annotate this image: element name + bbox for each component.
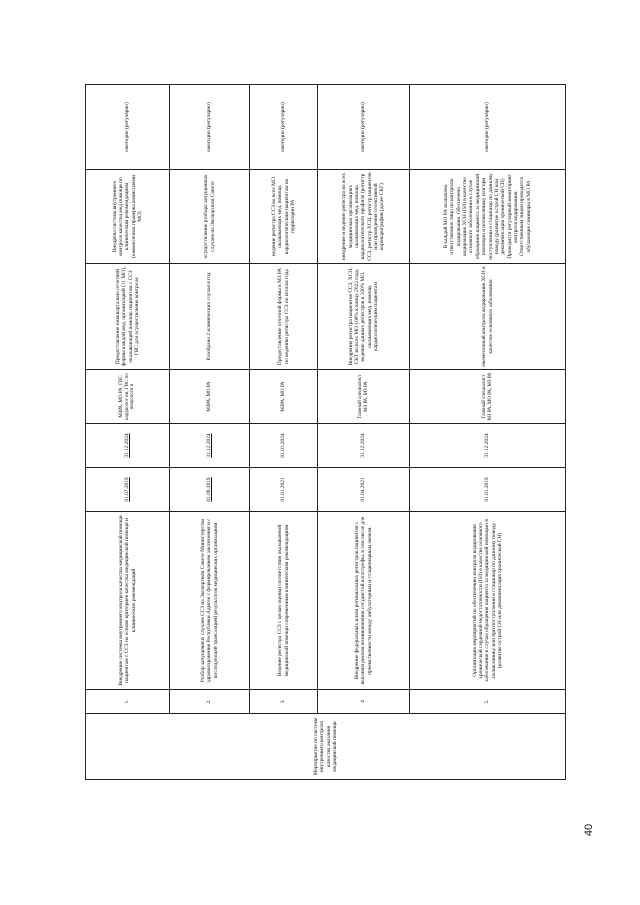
page-number: 40 (583, 823, 595, 837)
start-date: 01.09.2019 (170, 468, 250, 512)
end-date: 31.12.2024 (410, 424, 566, 468)
periodicity: ежегодно (регулярно) (318, 85, 410, 170)
row-number: 3. (250, 690, 318, 714)
end-date: 31.12.2024 (86, 424, 170, 468)
indicator: осуществление разбора запущенных случаев на Экспертном Совете (170, 170, 250, 264)
responsible: МЗРА, МО РА (170, 370, 250, 424)
action-name: Разбор запущенных случаев ССЗ на Экспертном Совете Министерства здравоохранения Республики Адыгея с формированием заключения и с последующей трансляцией результатов медицинских организациям (170, 512, 250, 690)
action-name: Организация мероприятий по обеспечению контроля кодирования хронической сердечной недостаточности (I50) в качестве основного заболевания в случае обращения пациента за медицинской помощью в поликлинику или при поступлении в стационар по данному поводу (развитие острой СН или декомпенсация хронической СН) (410, 512, 566, 690)
expected-result: Разобрано 2 клинических случая в год (170, 264, 250, 370)
action-name: Внедрение федеральных и/или региональных регистров пациентов с высоким риском возникновения сосудистой катастрофы, в том числе для преемственности между амбулаторным и стационарным звеном. (318, 512, 410, 690)
end-date: 01.01.2024 (250, 424, 318, 468)
periodicity: ежегодно (регулярно) (410, 85, 566, 170)
start-date: 01.01.2021 (250, 468, 318, 512)
indicator: В каждой МО РА назначено ответственное лицо по контролю кодирования. Обеспечено кодирование ХСН (I50) в качестве основного заболевания в случае обращения пациента за медицинской помощью в поликлинику или при поступлении в стационар по данному поводу (развитие острой СН или декомпенсация хронической СН) Проводится регулярный мониторинг контроля кодирования. Ответственным лицом проводятся обучающие семинары в МО РА (410, 170, 566, 264)
start-date: 01.07.2019 (86, 468, 170, 512)
periodicity: ежегодно (регулярно) (86, 85, 170, 170)
row-number: 2. (170, 690, 250, 714)
section-cell: Мероприятие по системе внутреннего контроля качества оказания медицинской помощи (86, 714, 566, 780)
table-row (86, 85, 170, 780)
row-number: 4 (318, 690, 410, 714)
expected-result: Внедрение регистра пациентов ССЗ, ХСН, СКТ во всех МО 100% к концу 2022 года, ведение данных регистров в 100% МО, оказывающих мед. помощь кардиологическим пациентам (318, 264, 410, 370)
indicator: внедрение и ведение регистра во всех медицинских организациях оказывающих мед. помощь кардиологического профиля (регистр ССЗ, регистр ХСН, регистр пациентов или проведения селективной коронарографии (далее СКГ) (318, 170, 410, 264)
end-date: 31.12.2024 (318, 424, 410, 468)
expected-result: Предоставление ежеквартально отчетной формы каждой мед. организацией (11 МО), оказывающей помощь пациентам с ССЗ ГВС для осуществление контроля (86, 264, 170, 370)
action-plan-table (85, 84, 566, 780)
table-row (250, 85, 318, 780)
end-date: 31.12.2024 (170, 424, 250, 468)
periodicity: ежегодно (регулярно) (250, 85, 318, 170)
row-number: 5. (410, 690, 566, 714)
expected-result: Предоставление отчетной формы в МЗ РА по ведению регистра ССЗ по итогам года (250, 264, 318, 370)
indicator: ведение регистра ССЗ во всех МО оказывающих мед. помощь кардиологическим пациентам на территории РА (250, 170, 318, 264)
row-number: 1. (86, 690, 170, 714)
indicator: Внедрена система внутреннего контроля качества мед помощи по клиническим рекомендациям (ежемесячная проверка комиссиями МО) (86, 170, 170, 264)
expected-result: ежемесячный контроль кодирования ХСН в качестве основного заболевания (410, 264, 566, 370)
table-row (170, 85, 250, 780)
table-row (410, 85, 566, 780)
action-name: Ведение регистра ССЗ с целью оценки соответствия оказываемой медицинской помощи современным клиническим рекомендациям (250, 512, 318, 690)
responsible: Главный специалист МЗ РА, МЗ РА (318, 370, 410, 424)
start-date: 01.04.2021 (318, 468, 410, 512)
periodicity: ежегодно (регулярно) (170, 85, 250, 170)
responsible: Главный специалист МЗ РА, МО РА, МЗ РА (410, 370, 566, 424)
responsible: МЗРА, МО РА, ГВС кардиолог ии, ГВС по неврологи и (86, 370, 170, 424)
responsible: МЗРА, МО РА (250, 370, 318, 424)
action-name: Внедрение системы внутреннего контроля качества медицинской помощи пациентам с ССЗ на основе критериев качества медицинской помощи и клинических рекомендаций (86, 512, 170, 690)
table-row (318, 85, 410, 780)
rotated-table-sheet (85, 85, 565, 780)
start-date: 01.01.2019 (410, 468, 566, 512)
